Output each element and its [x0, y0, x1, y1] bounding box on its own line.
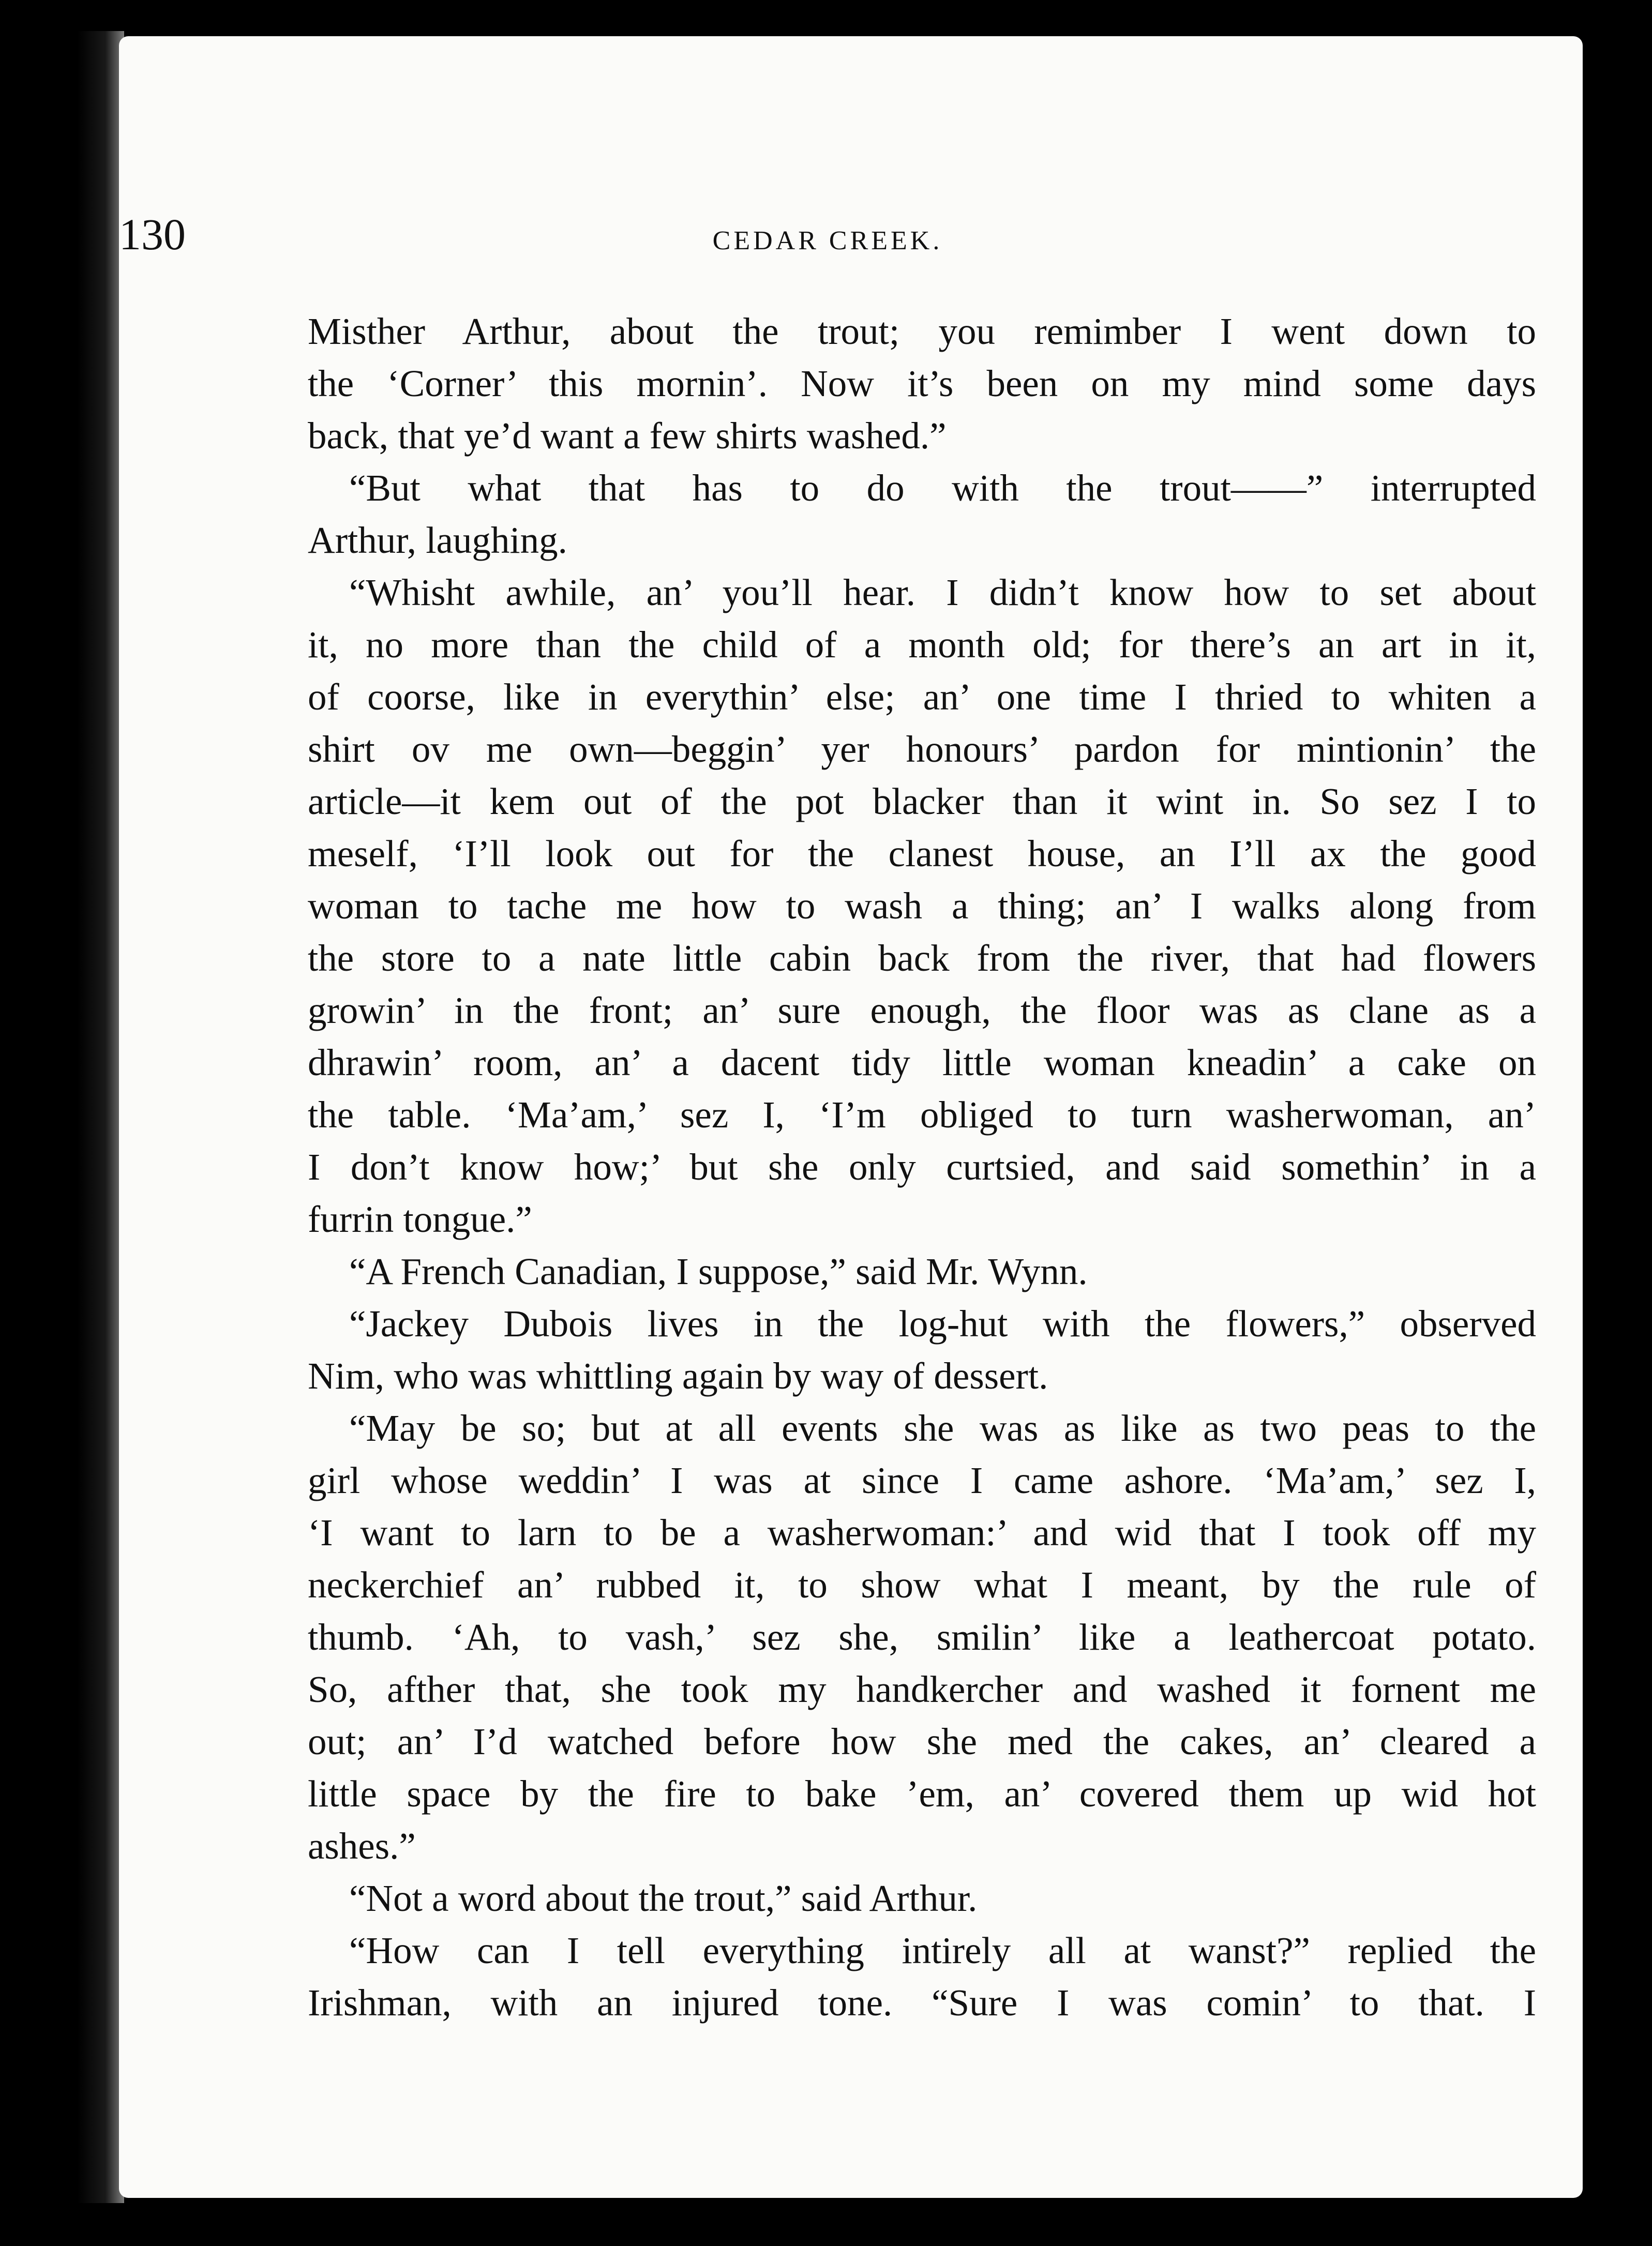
text-line: “A French Canadian, I suppose,” said Mr. Wynn. [349, 1250, 1088, 1292]
text-line: meself, ‘I’ll look out for the clanest house, an I’ll ax the good [308, 833, 1536, 875]
text-line: it, no more than the child of a month old; for there’s an art in it, [308, 624, 1536, 666]
text-line: “How can I tell everything intirely all at wanst?” replied the [349, 1930, 1536, 1971]
text-line: out; an’ I’d watched before how she med the cakes, an’ cleared a [308, 1721, 1536, 1762]
text-line: “Not a word about the trout,” said Arthur. [349, 1877, 978, 1919]
text-line: back, that ye’d want a few shirts washed.” [308, 415, 947, 457]
text-line: I don’t know how;’ but she only curtsied, and said somethin’ in a [308, 1146, 1536, 1188]
text-line: “May be so; but at all events she was as like as two peas to the [349, 1407, 1536, 1449]
text-line: article—it kem out of the pot blacker than it wint in. So sez I to [308, 780, 1536, 822]
text-line: So, afther that, she took my handkercher and washed it fornent me [308, 1668, 1536, 1710]
running-head: CEDAR CREEK. [712, 226, 943, 255]
text-line: thumb. ‘Ah, to vash,’ sez she, smilin’ like a leathercoat potato. [308, 1616, 1536, 1658]
page-edge-shadow [78, 31, 124, 2203]
text-line: Arthur, laughing. [308, 519, 567, 561]
text-line: little space by the fire to bake ’em, an’ covered them up wid hot [308, 1773, 1536, 1815]
text-line: shirt ov me own—beggin’ yer honours’ pardon for mintionin’ the [308, 728, 1536, 770]
text-line: woman to tache me how to wash a thing; an’ I walks along from [308, 885, 1536, 927]
text-line: “Whisht awhile, an’ you’ll hear. I didn’t know how to set about [349, 571, 1536, 613]
text-line: the table. ‘Ma’am,’ sez I, ‘I’m obliged to turn washerwoman, an’ [308, 1094, 1536, 1136]
text-line: Misther Arthur, about the trout; you remimber I went down to [308, 310, 1536, 352]
text-line: Irishman, with an injured tone. “Sure I was comin’ to that. I [308, 1982, 1536, 2024]
text-line: ‘I want to larn to be a washerwoman:’ and wid that I took off my [308, 1512, 1536, 1554]
text-line: “Jackey Dubois lives in the log-hut with the flowers,” observed [349, 1303, 1536, 1345]
text-line: furrin tongue.” [308, 1198, 532, 1240]
text-line: neckerchief an’ rubbed it, to show what I meant, by the rule of [308, 1564, 1536, 1606]
text-line: Nim, who was whittling again by way of dessert. [308, 1355, 1048, 1397]
text-line: “But what that has to do with the trout——” interrupted [349, 467, 1536, 509]
text-line: dhrawin’ room, an’ a dacent tidy little woman kneadin’ a cake on [308, 1042, 1536, 1083]
text-line: the store to a nate little cabin back from the river, that had flowers [308, 937, 1536, 979]
text-line: ashes.” [308, 1825, 416, 1867]
text-line: girl whose weddin’ I was at since I came ashore. ‘Ma’am,’ sez I, [308, 1459, 1536, 1501]
text-line: growin’ in the front; an’ sure enough, the floor was as clane as a [308, 989, 1536, 1031]
text-line: of coorse, like in everythin’ else; an’ one time I thried to whiten a [308, 676, 1536, 718]
text-line: the ‘Corner’ this mornin’. Now it’s been on my mind some days [308, 363, 1536, 404]
body-text [308, 305, 1536, 2029]
page-number: 130 [119, 209, 186, 259]
